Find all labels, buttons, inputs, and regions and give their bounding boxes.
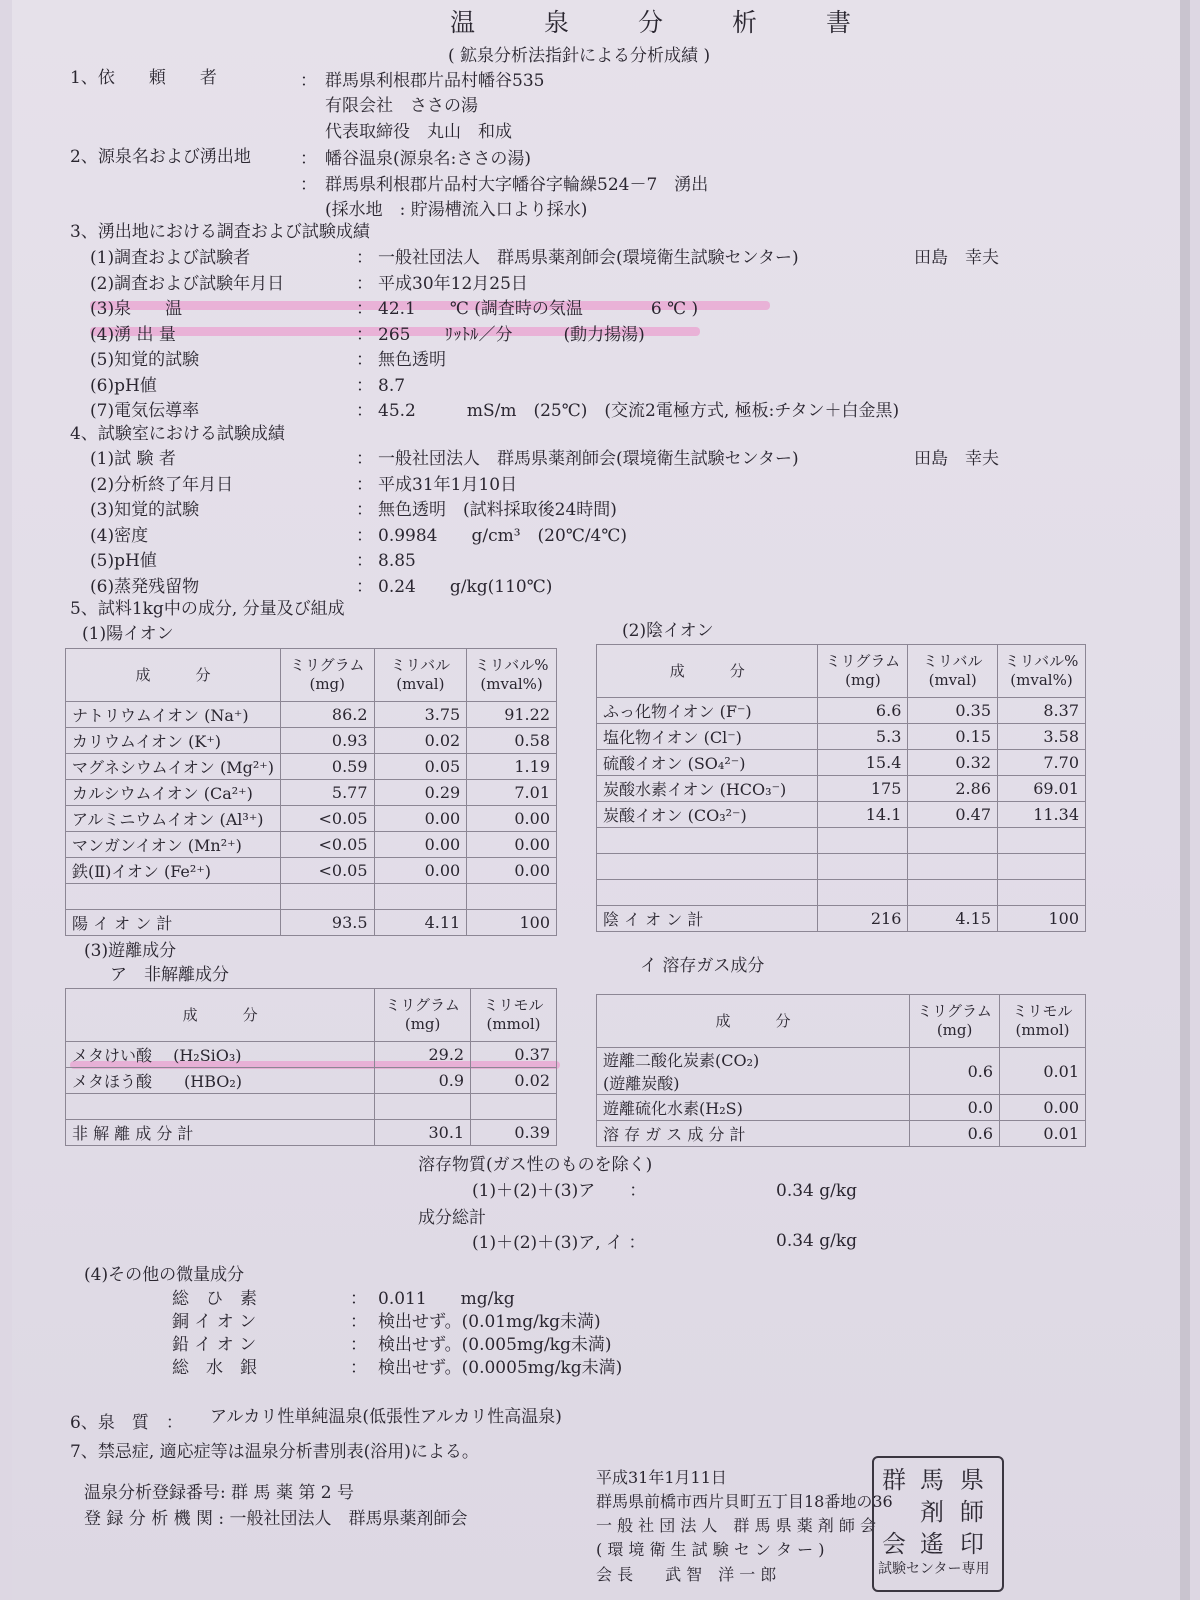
table-row [66,728,557,754]
component-name-line: メタほう酸 (HBO₂) [72,1072,243,1091]
component-mmol [471,1094,557,1120]
s5-heading: 5、試料1kg中の成分, 分量及び組成 [70,599,345,619]
seal-char: 県 [960,1466,984,1494]
col-header-name: 成 分 [66,649,281,702]
row-value: 0.9984 g/cm³ (20℃/4℃) [378,525,628,546]
s2-line2: 群馬県利根郡片品村大字幡谷字輪繰524－7 湧出 [325,175,709,195]
total-row [66,910,557,936]
nondiss-heading: ア 非解離成分 [110,965,229,985]
ion-pct [998,854,1086,880]
cation-heading: (1)陽イオン [82,624,174,644]
col-header-mg [280,649,374,702]
col-header-unit: (mmol) [486,1015,541,1033]
anion-table [596,644,1086,932]
row-extra: 田島 幸夫 [914,248,999,268]
reg-number: 温泉分析登録番号: 群 馬 薬 第 2 号 [84,1483,354,1503]
row-colon: ： [356,273,373,294]
table-header-row [66,989,557,1042]
table-row [597,724,1086,750]
ion-name: ふっ化物イオン (F⁻) [597,698,818,724]
component-mg: 0.6 [910,1048,1000,1095]
official-seal-stamp [872,1456,1004,1592]
col-header-mmol [1000,995,1086,1048]
ion-mval: 0.00 [374,858,467,884]
component-mmol: 0.00 [1000,1095,1086,1121]
table-row [597,880,1086,906]
ion-name [597,854,818,880]
ion-mval: 0.29 [374,780,467,806]
dissolved-formula: (1)＋(2)＋(3)ア ： [472,1181,647,1201]
component-mmol: 0.02 [471,1068,557,1094]
trace-name: 銅 イ オ ン [172,1312,257,1332]
row-colon: ： [356,401,373,421]
row-label: (3)泉 温 [90,299,183,319]
gas-table [596,994,1086,1147]
row-colon: ： [356,248,373,268]
row-value: 265 ﾘｯﾄﾙ／分 (動力揚湯) [378,324,645,345]
component-name-line: メタけい酸 (H₂SiO₃) [72,1046,242,1065]
ion-name: 硫酸イオン (SO₄²⁻) [597,750,818,776]
col-header-name: 成 分 [66,989,375,1042]
component-name-line: (遊離炭酸) [603,1074,680,1093]
ion-name: カリウムイオン (K⁺) [66,728,281,754]
ion-pct [998,880,1086,906]
ion-mg: 0.93 [280,728,374,754]
s2-sep2: ： [300,175,317,195]
ion-name: マンガンイオン (Mn²⁺) [66,832,281,858]
total-mg: 30.1 [375,1120,471,1146]
total-formula: (1)＋(2)＋(3)ア, イ ： [472,1233,646,1253]
row-value: 一般社団法人 群馬県薬剤師会(環境衛生試験センター) [378,248,799,268]
table-row [66,832,557,858]
col-header-name: 成 分 [597,645,818,698]
total-mg: 216 [818,906,908,932]
row-value: 平成30年12月25日 [378,273,528,294]
col-header-mg [375,989,471,1042]
issuer-chair: 会 長 武 智 洋 一 郎 [596,1565,777,1584]
table-header-row [597,995,1086,1048]
ion-mg [280,884,374,910]
component-mmol: 0.01 [1000,1048,1086,1095]
total-pct: 100 [467,910,557,936]
col-header-mmol [471,989,557,1042]
seal-char: 印 [960,1530,984,1558]
trace-value: 0.011 mg/kg [378,1289,515,1309]
trace-colon: ： [350,1312,367,1332]
row-colon: ： [356,474,373,495]
ion-mg: 0.59 [280,754,374,780]
analysis-sheet [12,0,1190,1600]
row-label: (6)pH値 [90,375,157,396]
trace-colon: ： [350,1335,367,1355]
s6-value: アルカリ性単純温泉(低張性アルカリ性高温泉) [210,1407,562,1427]
col-header-label: ミリモル [483,996,544,1014]
trace-value: 検出せず。(0.005mg/kg未満) [378,1335,612,1355]
trace-colon: ： [350,1358,367,1378]
total-name: 非 解 離 成 分 計 [66,1120,375,1146]
component-name [597,1095,910,1121]
row-label: (1)調査および試験者 [90,248,251,268]
component-name [66,1068,375,1094]
dissolved-value: 0.34 g/kg [776,1181,858,1201]
issue-date: 平成31年1月11日 [596,1468,727,1487]
ion-pct: 0.58 [467,728,557,754]
table-row [597,828,1086,854]
s1-line1: 群馬県利根郡片品村幡谷535 [325,71,545,91]
ion-pct: 7.01 [467,780,557,806]
seal-char: 剤 [920,1498,944,1526]
trace-name: 総 ひ 素 [172,1289,257,1309]
ion-name [66,884,281,910]
ion-mg: 86.2 [280,702,374,728]
col-header-label: ミリバル% [474,656,549,674]
seal-char: 会 [882,1530,906,1558]
doc-title: 温 泉 分 析 書 [450,8,874,37]
table-row [597,750,1086,776]
ion-name: ナトリウムイオン (Na⁺) [66,702,281,728]
table-row [66,884,557,910]
col-header-mval [908,645,998,698]
row-label: (7)電気伝導率 [90,401,200,421]
ion-pct: 8.37 [998,698,1086,724]
ion-pct: 3.58 [998,724,1086,750]
table-row [66,1094,557,1120]
ion-name: 鉄(Ⅱ)イオン (Fe²⁺) [66,858,281,884]
frame-edge [1180,0,1190,1600]
total-label: 成分総計 [418,1208,486,1228]
ion-mg: 14.1 [818,802,908,828]
table-row [66,780,557,806]
total-mval: 4.15 [908,906,998,932]
table-row [66,702,557,728]
row-label: (6)蒸発残留物 [90,576,200,597]
row-value: 無色透明 (試料採取後24時間) [378,500,617,520]
ion-name: マグネシウムイオン (Mg²⁺) [66,754,281,780]
col-header-label: ミリバル [390,656,451,674]
table-row [597,776,1086,802]
total-pct: 100 [998,906,1086,932]
ion-mg: 175 [818,776,908,802]
ion-mg [818,828,908,854]
issuer-org: 一 般 社 団 法 人 群 馬 県 薬 剤 師 会 [596,1516,876,1535]
row-colon: ： [356,525,373,546]
trace-heading: (4)その他の微量成分 [84,1265,245,1285]
ion-mg: <0.05 [280,806,374,832]
gas-heading: イ 溶存ガス成分 [640,956,765,976]
trace-value: 検出せず。(0.01mg/kg未満) [378,1312,601,1332]
col-header-unit: (mval) [396,675,445,693]
anion-heading: (2)陰イオン [622,621,714,641]
col-header-pct [998,645,1086,698]
col-header-pct [467,649,557,702]
col-header-mg [818,645,908,698]
component-name [597,1048,910,1095]
component-name-line: 遊離硫化水素(H₂S) [603,1099,743,1118]
trace-name: 総 水 銀 [172,1358,257,1378]
total-mmol: 0.39 [471,1120,557,1146]
cation-table [65,648,557,936]
component-mg [375,1094,471,1120]
col-header-unit: (mval%) [480,675,543,693]
total-row [597,1121,1086,1147]
row-value: 無色透明 [378,350,446,370]
ion-mg: 5.77 [280,780,374,806]
row-value: 一般社団法人 群馬県薬剤師会(環境衛生試験センター) [378,449,799,469]
row-value: 42.1 ℃ (調査時の気温 6 ℃ ) [378,299,699,319]
table-header-row [66,649,557,702]
col-header-name: 成 分 [597,995,910,1048]
total-row [597,906,1086,932]
s7-text: 7、禁忌症, 適応症等は温泉分析書別表(浴用)による。 [70,1442,479,1462]
ion-mval [908,880,998,906]
ion-mval: 0.35 [908,698,998,724]
ion-pct [467,884,557,910]
ion-pct: 11.34 [998,802,1086,828]
col-header-label: ミリグラム [825,652,901,670]
row-colon: ： [356,350,373,370]
component-mg: 0.0 [910,1095,1000,1121]
ion-mg: <0.05 [280,858,374,884]
table-row [597,1095,1086,1121]
ion-pct: 0.00 [467,832,557,858]
ion-name: 炭酸イオン (CO₃²⁻) [597,802,818,828]
row-colon: ： [356,576,373,597]
ion-pct: 69.01 [998,776,1086,802]
col-header-mval [374,649,467,702]
col-header-mg [910,995,1000,1048]
total-row [66,1120,557,1146]
row-extra: 田島 幸夫 [914,449,999,469]
ion-mg: 5.3 [818,724,908,750]
ion-pct: 1.19 [467,754,557,780]
row-label: (5)pH値 [90,551,157,571]
ion-pct: 0.00 [467,806,557,832]
col-header-unit: (mg) [845,671,881,689]
table-row [66,1068,557,1094]
total-name: 溶 存 ガ ス 成 分 計 [597,1121,910,1147]
total-mg: 93.5 [280,910,374,936]
col-header-label: ミリモル [1012,1002,1073,1020]
row-label: (1)試 験 者 [90,449,176,469]
row-colon: ： [356,299,373,319]
dissolved-label: 溶存物質(ガス性のものを除く) [418,1155,653,1175]
s2-sep1: ： [300,149,317,169]
nondiss-table [65,988,557,1146]
ion-mg [818,854,908,880]
s2-line1: 幡谷温泉(源泉名:ささの湯) [325,149,531,169]
ion-mval: 0.05 [374,754,467,780]
issuer-center: ( 環 境 衛 生 試 験 セ ン タ ー ) [596,1540,825,1559]
total-mmol: 0.01 [1000,1121,1086,1147]
s1-sep: ： [300,71,317,91]
total-name: 陽 イ オ ン 計 [66,910,281,936]
col-header-unit: (mg) [404,1015,441,1033]
col-header-label: ミリバル% [1004,652,1079,670]
total-mg: 0.6 [910,1121,1000,1147]
table-row [597,854,1086,880]
ion-mval: 0.00 [374,832,467,858]
ion-name: アルミニウムイオン (Al³⁺) [66,806,281,832]
ion-mval: 0.15 [908,724,998,750]
table-row [66,754,557,780]
ion-pct: 0.00 [467,858,557,884]
reg-org: 登 録 分 析 機 関 : 一般社団法人 群馬県薬剤師会 [84,1509,468,1529]
s3-heading: 3、湧出地における調査および試験成績 [70,222,370,242]
table-row [597,1048,1086,1095]
ion-mval: 0.02 [374,728,467,754]
issuer-address: 群馬県前橋市西片貝町五丁目18番地の36 [596,1492,893,1511]
row-value: 平成31年1月10日 [378,474,518,495]
total-name: 陰 イ オ ン 計 [597,906,818,932]
row-colon: ： [356,449,373,469]
ion-pct: 91.22 [467,702,557,728]
row-label: (4)湧 出 量 [90,324,176,345]
total-mval: 4.11 [374,910,467,936]
table-header-row [597,645,1086,698]
s1-line2: 有限会社 ささの湯 [325,96,478,116]
ion-mval: 0.32 [908,750,998,776]
ion-name: 炭酸水素イオン (HCO₃⁻) [597,776,818,802]
ion-mval: 0.47 [908,802,998,828]
component-name [66,1094,375,1120]
s2-line3: (採水地 : 貯湯槽流入口より採水) [325,200,588,220]
trace-colon: ： [350,1289,367,1309]
seal-char: 師 [960,1498,984,1526]
row-value: 0.24 g/kg(110℃) [378,576,553,597]
ion-mg: 6.6 [818,698,908,724]
seal-char: 遙 [920,1530,944,1558]
ion-name: カルシウムイオン (Ca²⁺) [66,780,281,806]
col-header-unit: (mmol) [1015,1021,1070,1039]
ion-name [597,828,818,854]
ion-mg: 15.4 [818,750,908,776]
ion-mval [374,884,467,910]
row-value: 8.7 [378,375,406,396]
col-header-label: ミリグラム [289,656,365,674]
col-header-unit: (mval%) [1010,671,1073,689]
component-mmol: 0.37 [471,1042,557,1068]
component-name-line: 遊離二酸化炭素(CO₂) [603,1051,760,1070]
s1-label: 1、依 頼 者 [70,68,217,88]
s6-label: 6、泉 質 ： [70,1413,183,1433]
row-colon: ： [356,551,373,571]
table-row [66,1042,557,1068]
seal-bottom-text: 試験センター専用 [878,1561,990,1577]
ion-mval: 0.00 [374,806,467,832]
row-label: (2)調査および試験年月日 [90,273,285,294]
row-label: (4)密度 [90,525,149,546]
row-colon: ： [356,500,373,520]
col-header-unit: (mg) [309,675,345,693]
trace-value: 検出せず。(0.0005mg/kg未満) [378,1358,623,1378]
doc-subtitle: ( 鉱泉分析法指針による分析成績 ) [448,46,711,66]
ion-mval: 2.86 [908,776,998,802]
col-header-label: ミリグラム [385,996,460,1014]
ion-name: 塩化物イオン (Cl⁻) [597,724,818,750]
seal-char: 群 [882,1466,906,1494]
table-row [597,802,1086,828]
table-row [597,698,1086,724]
row-label: (2)分析終了年月日 [90,474,234,495]
s4-heading: 4、試験室における試験成績 [70,424,285,444]
free-heading: (3)遊離成分 [84,941,177,961]
row-value: 45.2 mS/m (25℃) (交流2電極方式, 極板:チタン＋白金黒) [378,401,900,421]
row-colon: ： [356,375,373,396]
table-row [66,806,557,832]
seal-char: 馬 [920,1466,944,1494]
row-label: (3)知覚的試験 [90,500,200,520]
ion-pct [998,828,1086,854]
ion-name [597,880,818,906]
row-colon: ： [356,324,373,345]
ion-mval: 3.75 [374,702,467,728]
col-header-unit: (mg) [936,1021,973,1039]
col-header-label: ミリグラム [917,1002,992,1020]
total-value: 0.34 g/kg [776,1231,858,1251]
ion-pct: 7.70 [998,750,1086,776]
ion-mval [908,828,998,854]
s1-line3: 代表取締役 丸山 和成 [325,122,512,142]
col-header-label: ミリバル [922,652,983,670]
col-header-unit: (mval) [928,671,977,689]
component-name [66,1042,375,1068]
row-value: 8.85 [378,551,416,571]
trace-name: 鉛 イ オ ン [172,1335,257,1355]
ion-mg: <0.05 [280,832,374,858]
s2-label: 2、源泉名および湧出地 [70,147,251,167]
ion-mval [908,854,998,880]
row-label: (5)知覚的試験 [90,350,200,370]
ion-mg [818,880,908,906]
component-mg: 0.9 [375,1068,471,1094]
table-row [66,858,557,884]
component-mg: 29.2 [375,1042,471,1068]
